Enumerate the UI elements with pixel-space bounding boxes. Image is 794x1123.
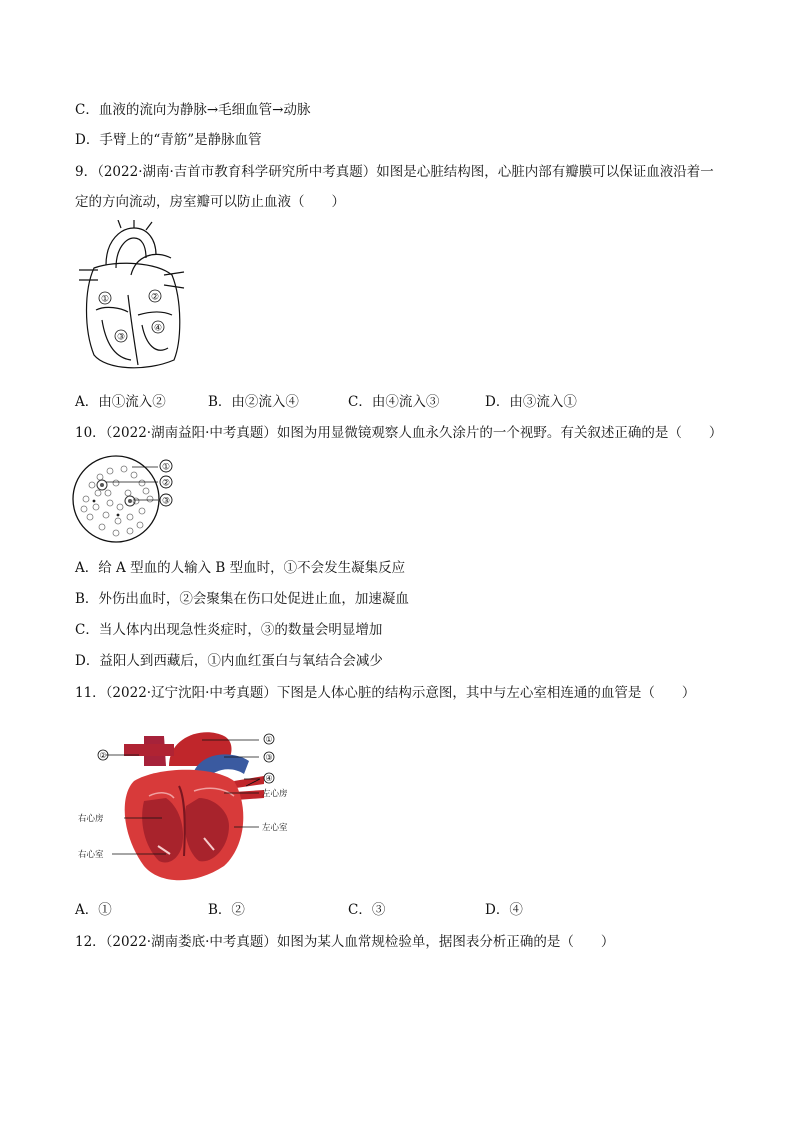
q11-label-left-atrium: 左心房 [262, 789, 288, 799]
q9-option-b: B．由②流入④ [208, 394, 299, 410]
q9-label-2: ② [150, 292, 160, 303]
q9-option-c: C．由④流入③ [348, 394, 440, 410]
q11-option-d: D．④ [485, 902, 523, 918]
q11-label-2: ② [99, 751, 107, 760]
q11-label-3: ③ [265, 753, 273, 762]
q10-label-1: ① [161, 462, 171, 473]
q9-label-4: ④ [153, 323, 163, 334]
q10-stem: 10．（2022·湖南益阳·中考真题）如图为用显微镜观察人血永久涂片的一个视野。有关叙述正确的是（ ） [75, 425, 723, 441]
q9-stem-line2: 定的方向流动，房室瓣可以防止血液（ ） [75, 194, 345, 210]
q11-heart-diagram [74, 726, 304, 886]
q9-option-a: A．由①流入② [75, 394, 166, 410]
q11-label-1: ① [265, 735, 273, 744]
q11-option-b: B．② [208, 902, 245, 918]
q10-label-3: ③ [161, 496, 171, 507]
q9-heart-diagram [76, 220, 186, 380]
q11-label-right-atrium: 右心房 [78, 814, 104, 824]
q11-label-right-ventricle: 右心室 [78, 850, 104, 860]
q10-label-2: ② [161, 478, 171, 489]
q12-stem: 12．（2022·湖南娄底·中考真题）如图为某人血常规检验单，据图表分析正确的是（ ） [75, 934, 615, 950]
q8-option-d: D．手臂上的“青筋”是静脉血管 [75, 132, 262, 148]
q8-option-c: C．血液的流向为静脉→毛细血管→动脉 [75, 102, 311, 118]
q9-label-1: ① [100, 294, 110, 305]
q9-option-d: D．由③流入① [485, 394, 577, 410]
q11-stem: 11．（2022·辽宁沈阳·中考真题）下图是人体心脏的结构示意图，其中与左心室相连通的血管是（ ） [75, 685, 696, 701]
q9-label-3: ③ [116, 332, 126, 343]
q11-label-4: ④ [265, 774, 273, 783]
q10-option-c: C．当人体内出现急性炎症时，③的数量会明显增加 [75, 622, 383, 638]
q10-option-b: B．外伤出血时，②会聚集在伤口处促进止血，加速凝血 [75, 591, 409, 607]
q10-blood-smear-diagram [72, 455, 184, 547]
q9-stem-line1: 9．（2022·湖南·吉首市教育科学研究所中考真题）如图是心脏结构图，心脏内部有瓣膜可以保证血液沿着一 [75, 164, 714, 180]
q11-option-c: C．③ [348, 902, 386, 918]
q11-label-left-ventricle: 左心室 [262, 823, 288, 833]
q10-option-d: D．益阳人到西藏后，①内血红蛋白与氧结合会减少 [75, 653, 383, 669]
q11-option-a: A．① [75, 902, 112, 918]
q10-option-a: A．给 A 型血的人输入 B 型血时，①不会发生凝集反应 [75, 560, 406, 576]
